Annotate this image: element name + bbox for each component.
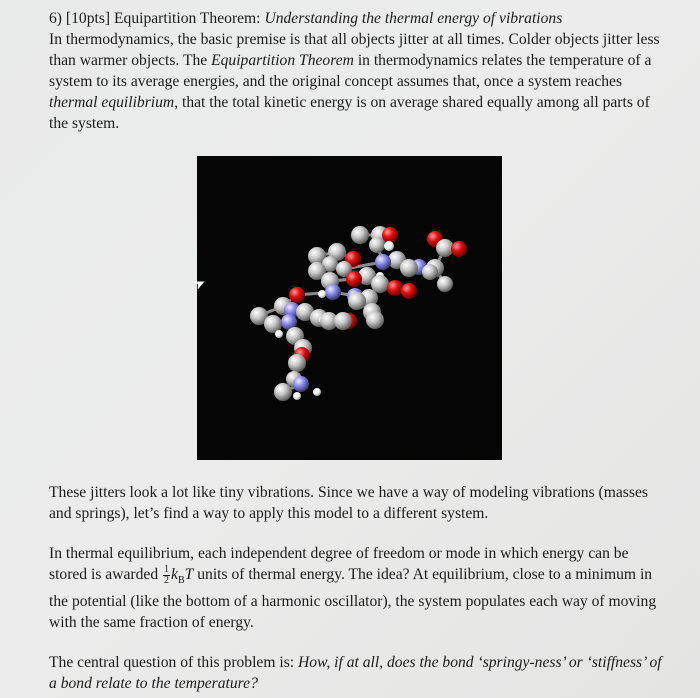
molecule-atom bbox=[348, 292, 366, 310]
molecule-atom bbox=[369, 237, 385, 253]
molecule-atom bbox=[275, 330, 283, 338]
thermal-sentence-1: In thermal equilibrium, each independent degree of freedom or mode in which energy can be stored is awarded bbox=[49, 545, 629, 583]
molecule-atom bbox=[289, 287, 305, 303]
molecule-atom bbox=[451, 241, 467, 257]
thermal-sentence-2: units of thermal energy. The idea? At equilibrium, close to a minimum in the potential (like the bottom of a harmonic oscillator), the system populates each way of moving with the same fraction of energy. bbox=[49, 566, 657, 632]
molecule-model-image bbox=[197, 156, 502, 460]
term-equipartition: Equipartition Theorem bbox=[211, 52, 354, 69]
thermal-paragraph bbox=[49, 543, 669, 633]
molecule-atom bbox=[334, 312, 352, 330]
molecule-atom bbox=[387, 280, 403, 296]
boltzmann-sub: B bbox=[177, 575, 185, 587]
molecule-atom bbox=[288, 354, 306, 372]
molecule-atom bbox=[293, 392, 301, 400]
intro-sentence-2: in thermodynamics relates the temperature of a system to its average energies, and the original concept assumes that, once a system reaches bbox=[49, 52, 652, 90]
problem-number: 6) bbox=[49, 10, 62, 27]
molecule-atom bbox=[313, 388, 321, 396]
question-lead: The central question of this problem is: bbox=[49, 654, 295, 671]
mouse-cursor-icon: ➤ bbox=[191, 274, 209, 294]
term-thermal-equilibrium: thermal equilibrium bbox=[49, 94, 175, 111]
molecule-atom bbox=[400, 259, 418, 277]
intro-sentence-1: In thermodynamics, the basic premise is that all objects jitter at all times. Colder objects jitter less than warmer objects. The bbox=[49, 31, 660, 69]
temperature-symbol: T bbox=[184, 566, 194, 583]
jitter-paragraph: These jitters look a lot like tiny vibrations. Since we have a way of modeling vibrations (masses and springs), let’s find a way to apply this model to a different system. bbox=[49, 484, 648, 522]
molecule-atom bbox=[325, 284, 341, 300]
molecule-atom bbox=[384, 241, 394, 251]
question-text: How, if at all, does the bond ‘springy-ness’ or ‘stiffness’ of a bond relate to the temperature? bbox=[49, 654, 662, 692]
molecule-atom bbox=[437, 276, 453, 292]
molecule-atom bbox=[351, 226, 369, 244]
problem-intro bbox=[49, 8, 669, 134]
molecule-atom bbox=[366, 311, 384, 329]
molecule-figure bbox=[191, 156, 502, 460]
molecule-atom bbox=[274, 383, 292, 401]
molecule-atom bbox=[371, 275, 389, 293]
one-half-fraction: $\frac{1}{2}$ bbox=[164, 563, 170, 586]
intro-sentence-3: , that the total kinetic energy is on average shared equally among all parts of the system. bbox=[49, 94, 650, 132]
molecule-atom bbox=[318, 290, 326, 298]
molecule-atom bbox=[382, 227, 398, 243]
boltzmann-k: k bbox=[171, 566, 178, 583]
molecule-atom bbox=[401, 283, 417, 299]
central-question bbox=[49, 652, 669, 694]
molecule-atom bbox=[293, 376, 309, 392]
problem-title: Understanding the thermal energy of vibrations bbox=[264, 10, 563, 27]
molecule-atom bbox=[375, 254, 391, 270]
molecule-atom bbox=[346, 271, 362, 287]
problem-title-prefix: Equipartition Theorem: bbox=[114, 10, 261, 27]
molecule-atom bbox=[422, 264, 438, 280]
problem-points: [10pts] bbox=[65, 10, 111, 27]
